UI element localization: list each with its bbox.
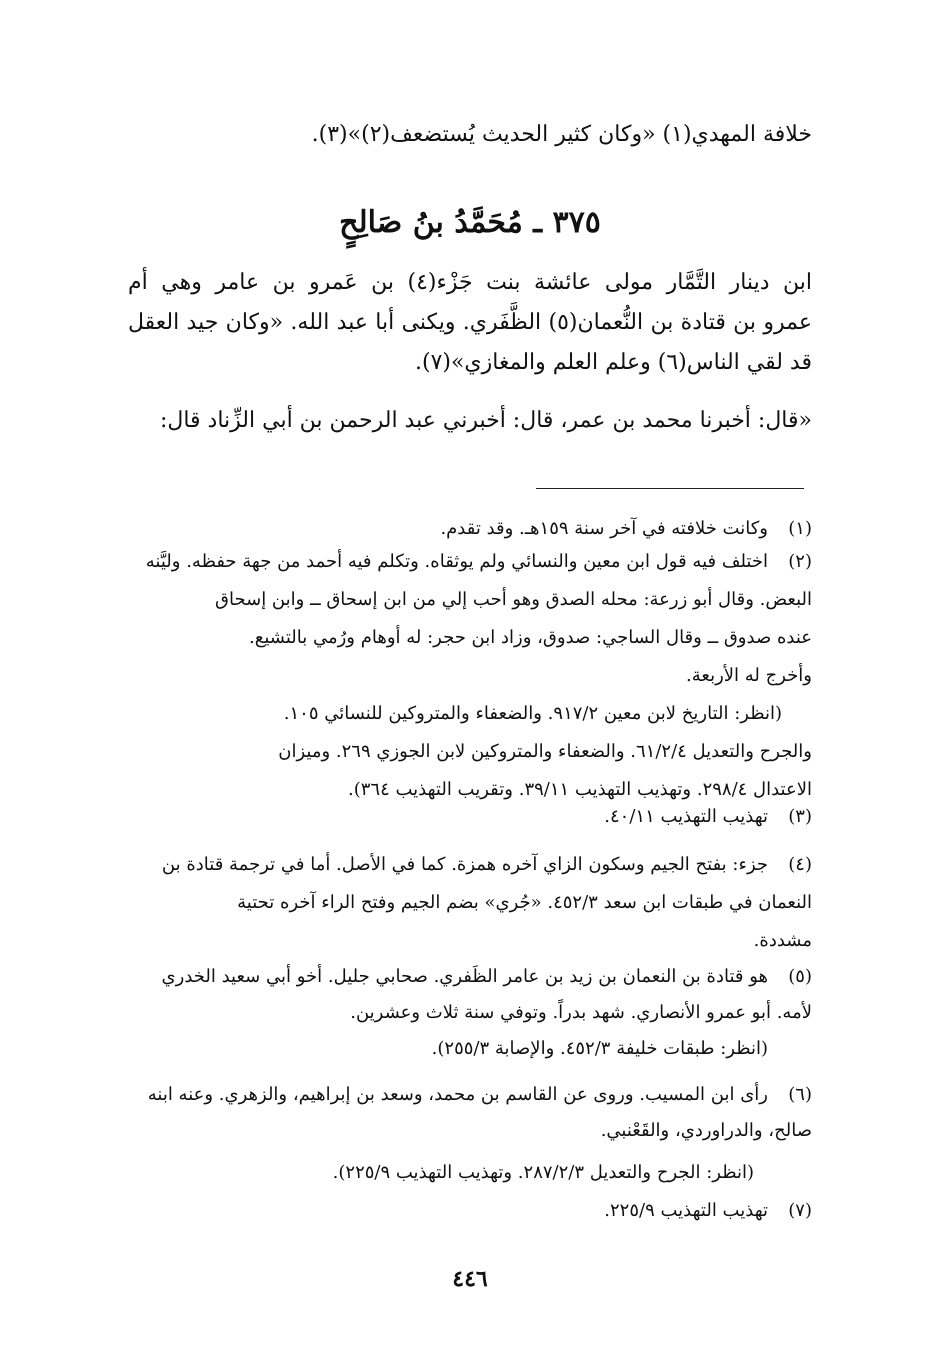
footnote-reference: (انظر: طبقات خليفة ٤٥٢/٣. والإصابة ٢٥٥/٣). — [431, 1038, 768, 1059]
footnote-text: هو قتادة بن النعمان بن زيد بن عامر الظَفري. صحابي جليل. أخو أبي سعيد الخدري — [161, 966, 768, 987]
footnote-text: النعمان في طبقات ابن سعد ٤٥٢/٣. «جُري» بضم الجيم وفتح الراء آخره تحتية — [237, 892, 812, 913]
footnote-text: عنده صدوق ــ وقال الساجي: صدوق، وزاد ابن حجر: له أوهام ورُمي بالتشيع. — [249, 627, 812, 648]
entry-heading: ٣٧٥ ـ مُحَمَّدُ بنُ صَالِحٍ — [339, 205, 601, 240]
footnote-reference: الاعتدال ٢٩٨/٤. وتهذيب التهذيب ٣٩/١١. وتقريب التهذيب ٣٦٤). — [348, 779, 812, 800]
footnote-number: (٥) — [788, 966, 812, 987]
page-number: ٤٤٦ — [452, 1266, 488, 1292]
entry-text-line: ابن دينار التَّمَّار مولى عائشة بنت جَزْء(٤) بن عَمرو بن عامر وهي أم — [128, 270, 812, 295]
footnote-text: وكانت خلافته في آخر سنة ١٥٩هـ. وقد تقدم. — [440, 518, 768, 539]
footnote-number: (٢) — [788, 551, 812, 572]
footnote-number: (٤) — [788, 854, 812, 875]
footnote-divider — [536, 488, 804, 489]
isnad-quote: «قال: أخبرنا محمد بن عمر، قال: أخبرني عبد الرحمن بن أبي الزِّناد قال: — [159, 408, 812, 433]
footnote-reference: (انظر: التاريخ لابن معين ٩١٧/٢. والضعفاء والمتروكين للنسائي ١٠٥. — [283, 703, 782, 724]
continuation-line: خلافة المهدي(١) «وكان كثير الحديث يُستضعف(٢)»(٣). — [311, 122, 812, 147]
footnote-text: تهذيب التهذيب ٢٢٥/٩. — [604, 1200, 768, 1221]
footnote-text: صالح، والدراوردي، والقَعْنبي. — [600, 1120, 812, 1141]
footnote-text: مشددة. — [753, 930, 812, 951]
footnote-number: (٧) — [788, 1200, 812, 1221]
footnote-text: تهذيب التهذيب ٤٠/١١. — [604, 806, 768, 827]
entry-text-line: عمرو بن قتادة بن النُّعمان(٥) الظَّفَري. ويكنى أبا عبد الله. «وكان جيد العقل — [128, 310, 812, 335]
footnote-text: جزء: بفتح الجيم وسكون الزاي آخره همزة. كما في الأصل. أما في ترجمة قتادة بن — [161, 854, 768, 875]
footnote-number: (١) — [788, 518, 812, 539]
footnote-text: رأى ابن المسيب. وروى عن القاسم بن محمد، وسعد بن إبراهيم، والزهري. وعنه ابنه — [147, 1084, 768, 1105]
footnote-text: وأخرج له الأربعة. — [686, 665, 812, 686]
footnote-text: لأمه. أبو عمرو الأنصاري. شهد بدراً. وتوفي سنة ثلاث وعشرين. — [350, 1002, 812, 1023]
footnote-text: اختلف فيه قول ابن معين والنسائي ولم يوثقاه. وتكلم فيه أحمد من جهة حفظه. وليَّنه — [145, 551, 768, 572]
entry-text-line: قد لقي الناس(٦) وعلم العلم والمغازي»(٧). — [414, 350, 812, 375]
footnote-number: (٦) — [788, 1084, 812, 1105]
footnote-number: (٣) — [788, 806, 812, 827]
footnote-reference: (انظر: الجرح والتعديل ٢٨٧/٢/٣. وتهذيب التهذيب ٢٢٥/٩). — [332, 1162, 754, 1183]
footnote-reference: والجرح والتعديل ٦١/٢/٤. والضعفاء والمتروكين لابن الجوزي ٢٦٩. وميزان — [278, 741, 812, 762]
footnote-text: البعض. وقال أبو زرعة: محله الصدق وهو أحب إلي من ابن إسحاق ــ وابن إسحاق — [215, 589, 812, 610]
